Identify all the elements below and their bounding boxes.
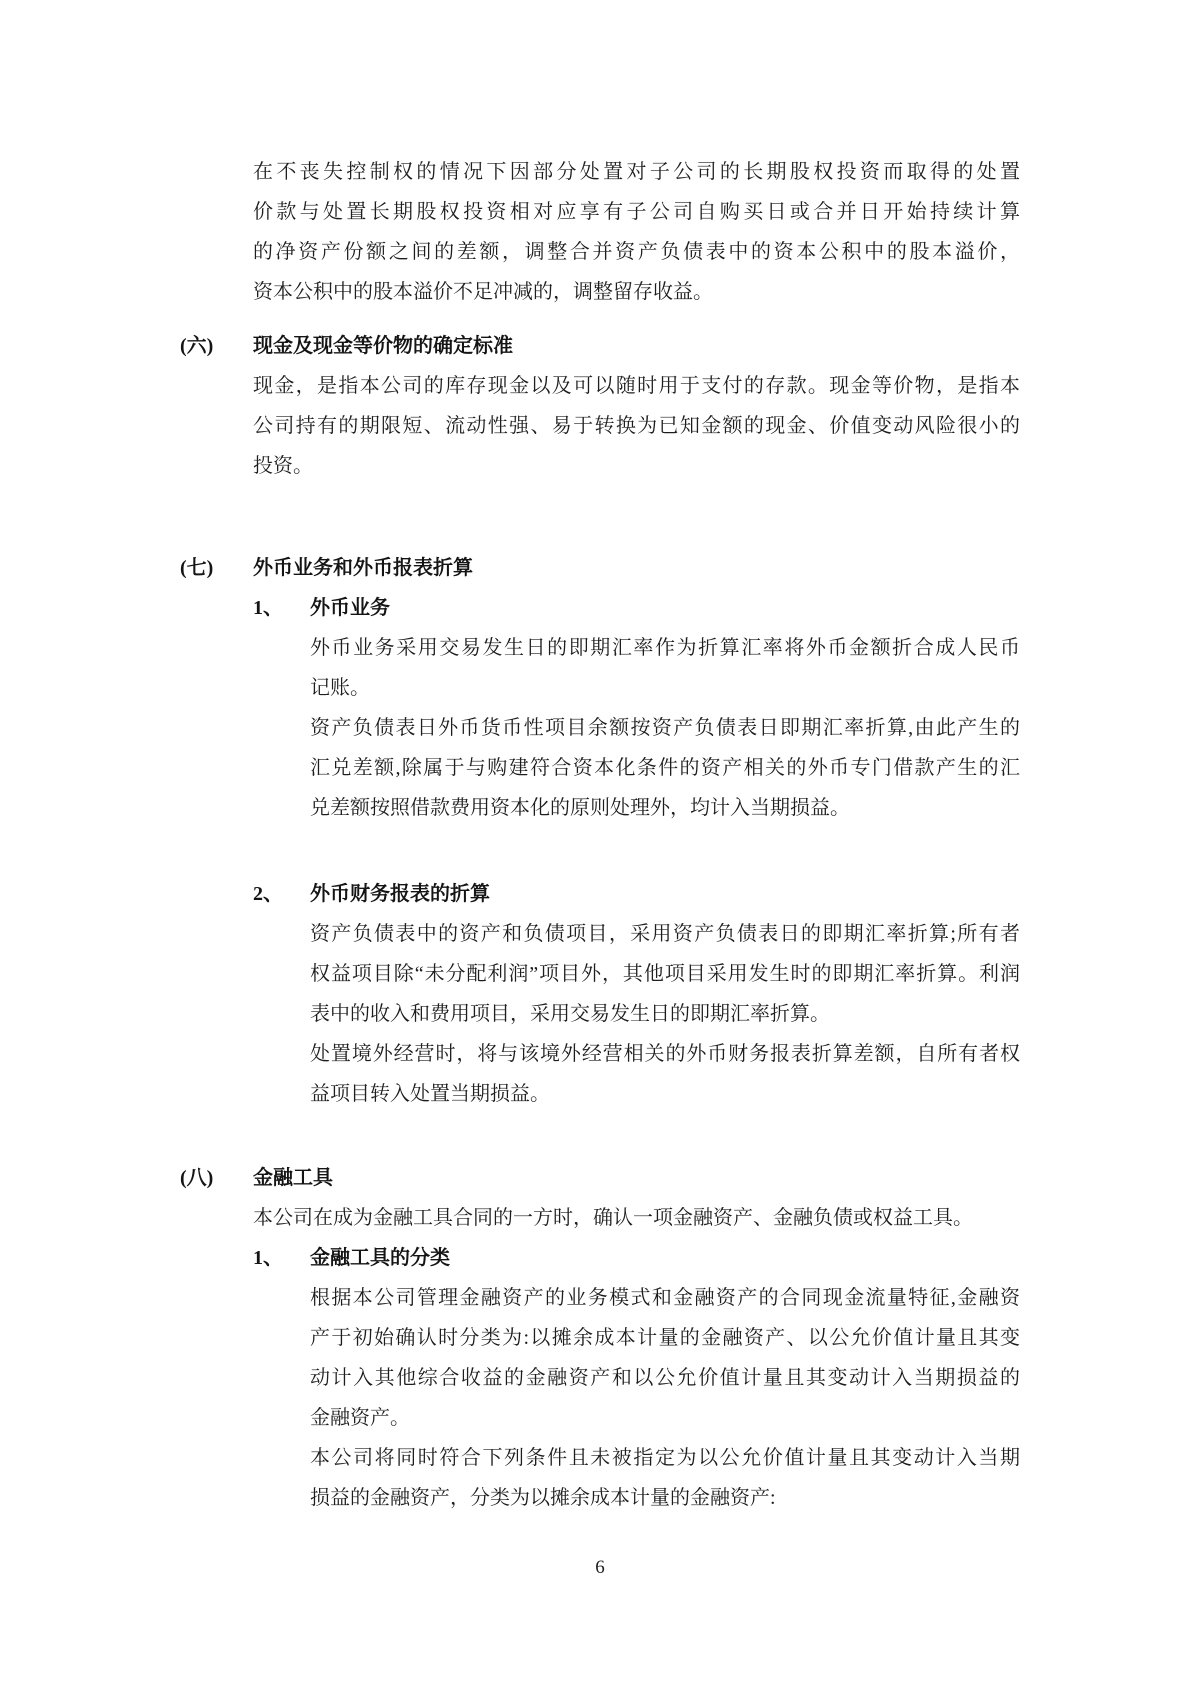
text-line: 动计入其他综合收益的金融资产和以公允价值计量且其变动计入当期损益的 (310, 1367, 1020, 1389)
document-body (0, 152, 1200, 1518)
text-line: 外币业务采用交易发生日的即期汇率作为折算汇率将外币金额折合成人民币 (310, 637, 1020, 659)
paragraph (253, 1198, 1020, 1238)
paragraph (310, 708, 1020, 828)
text-line: 本公司在成为金融工具合同的一方时，确认一项金融资产、金融负债或权益工具。 (253, 1207, 973, 1229)
text-line: 资产负债表日外币货币性项目余额按资产负债表日即期汇率折算,由此产生的 (310, 717, 1020, 739)
section-title: 现金及现金等价物的确定标准 (253, 335, 513, 357)
section-title: 外币业务和外币报表折算 (253, 557, 473, 579)
subsection-number: 2、 (253, 883, 283, 905)
subsection-title: 外币业务 (310, 597, 390, 619)
section-label: (七) (180, 557, 214, 579)
paragraph (253, 366, 1020, 486)
text-line: 投资。 (253, 455, 313, 477)
text-line: 记账。 (310, 677, 370, 699)
page-number: 6 (595, 1557, 605, 1578)
text-line: 权益项目除“未分配利润”项目外，其他项目采用发生时的即期汇率折算。利润 (310, 963, 1020, 985)
text-line: 现金，是指本公司的库存现金以及可以随时用于支付的存款。现金等价物，是指本 (253, 375, 1020, 397)
text-line: 根据本公司管理金融资产的业务模式和金融资产的合同现金流量特征,金融资 (310, 1287, 1020, 1309)
section-title: 金融工具 (253, 1167, 333, 1189)
section-label: (六) (180, 335, 214, 357)
paragraph (310, 1034, 1020, 1114)
text-line: 表中的收入和费用项目，采用交易发生日的即期汇率折算。 (310, 1003, 830, 1025)
subsection-number: 1、 (253, 597, 283, 619)
subsection-heading (0, 588, 1200, 628)
section-heading (0, 326, 1200, 366)
text-line: 兑差额按照借款费用资本化的原则处理外，均计入当期损益。 (310, 797, 850, 819)
paragraph (310, 1438, 1020, 1518)
text-line: 资本公积中的股本溢价不足冲减的，调整留存收益。 (253, 281, 713, 303)
paragraph (310, 1278, 1020, 1438)
subsection-heading (0, 1238, 1200, 1278)
paragraph (310, 628, 1020, 708)
text-line: 本公司将同时符合下列条件且未被指定为以公允价值计量且其变动计入当期 (310, 1447, 1020, 1469)
text-line: 金融资产。 (310, 1407, 410, 1429)
text-line: 产于初始确认时分类为:以摊余成本计量的金融资产、以公允价值计量且其变 (310, 1327, 1020, 1349)
section-heading (0, 548, 1200, 588)
text-line: 益项目转入处置当期损益。 (310, 1083, 550, 1105)
text-line: 公司持有的期限短、流动性强、易于转换为已知金额的现金、价值变动风险很小的 (253, 415, 1020, 437)
text-line: 汇兑差额,除属于与购建符合资本化条件的资产相关的外币专门借款产生的汇 (310, 757, 1020, 779)
text-line: 损益的金融资产，分类为以摊余成本计量的金融资产: (310, 1487, 776, 1509)
text-line: 处置境外经营时，将与该境外经营相关的外币财务报表折算差额，自所有者权 (310, 1043, 1020, 1065)
paragraph (253, 152, 1020, 312)
paragraph (310, 914, 1020, 1034)
text-line: 的净资产份额之间的差额，调整合并资产负债表中的资本公积中的股本溢价， (253, 241, 1020, 263)
text-line: 价款与处置长期股权投资相对应享有子公司自购买日或合并日开始持续计算 (253, 201, 1020, 223)
subsection-title: 外币财务报表的折算 (310, 883, 490, 905)
subsection-number: 1、 (253, 1247, 283, 1269)
section-heading (0, 1158, 1200, 1198)
text-line: 资产负债表中的资产和负债项目，采用资产负债表日的即期汇率折算;所有者 (310, 923, 1020, 945)
subsection-title: 金融工具的分类 (310, 1247, 450, 1269)
section-label: (八) (180, 1167, 214, 1189)
text-line: 在不丧失控制权的情况下因部分处置对子公司的长期股权投资而取得的处置 (253, 161, 1020, 183)
subsection-heading (0, 874, 1200, 914)
